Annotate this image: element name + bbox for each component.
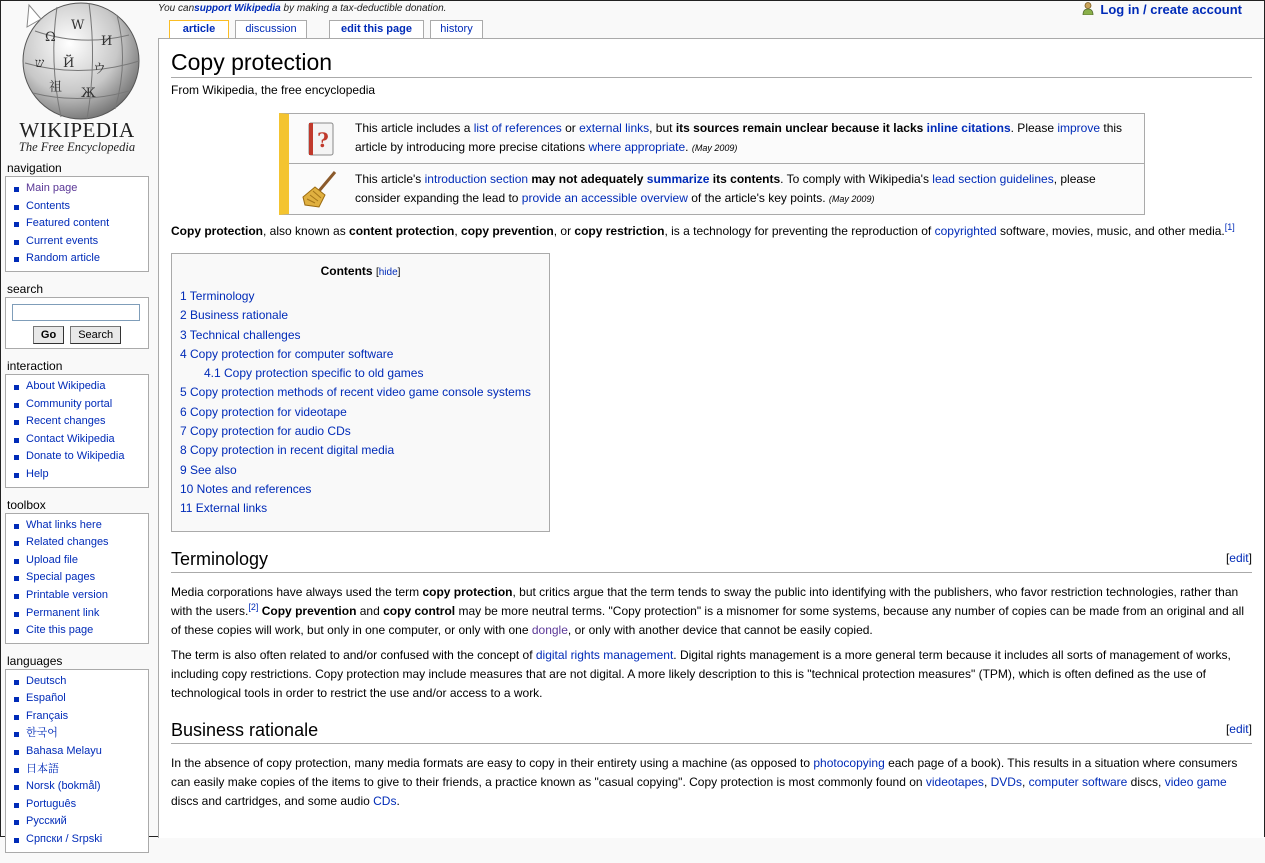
support-wikipedia-link[interactable]: support Wikipedia xyxy=(194,3,281,14)
term-p2-text-1: The term is also often related to and/or confused with the concept of xyxy=(171,647,536,662)
sidebar-item-help[interactable]: Help xyxy=(12,466,144,484)
svg-text:Ж: Ж xyxy=(81,86,96,101)
sidebar-item-community-portal[interactable]: Community portal xyxy=(12,396,144,414)
toc-item[interactable] xyxy=(180,461,541,480)
toc-link-audio-cds[interactable]: 7 Copy protection for audio CDs xyxy=(180,424,351,439)
donate-suffix: by making a tax-deductible donation. xyxy=(280,3,447,14)
toc-link-external-links[interactable]: 11 External links xyxy=(180,501,268,516)
toc-item[interactable] xyxy=(180,345,541,364)
toc-item[interactable] xyxy=(180,403,541,422)
bus-p1-text-1: In the absence of copy protection, many media formats are easy to copy in their entirety using a machine (as opposed to xyxy=(171,755,814,770)
toc-hide-toggle[interactable]: [hide] xyxy=(375,267,401,278)
accessible-overview-link[interactable]: provide an accessible overview xyxy=(521,190,688,205)
dvds-link[interactable]: DVDs xyxy=(990,774,1022,789)
edit-link[interactable]: edit xyxy=(1229,721,1249,736)
user-icon xyxy=(1082,2,1094,15)
svg-text:?: ? xyxy=(317,127,329,152)
term-p1-bold-3: copy control xyxy=(383,603,456,618)
sidebar-item-lang-norsk[interactable]: Norsk (bokmål) xyxy=(12,778,144,796)
digital-rights-management-link[interactable]: digital rights management xyxy=(535,647,674,662)
search-portlet xyxy=(1,282,151,349)
svg-text:W: W xyxy=(71,18,85,33)
svg-text:ש: ש xyxy=(35,56,45,71)
toc-link-terminology[interactable]: 1 Terminology xyxy=(180,289,255,303)
navigation-heading: navigation xyxy=(7,161,62,175)
wikipedia-logo[interactable] xyxy=(5,1,149,157)
sidebar-item-random-article[interactable]: Random article xyxy=(12,250,144,268)
tab-discussion[interactable]: discussion xyxy=(235,20,307,38)
sidebar-item-related-changes[interactable]: Related changes xyxy=(12,534,144,552)
sidebar-item-special-pages[interactable]: Special pages xyxy=(12,569,144,587)
broom-icon xyxy=(301,169,341,209)
toolbox-heading: toolbox xyxy=(7,497,46,512)
refimprove-notice xyxy=(289,114,1144,163)
toc-hide-link[interactable]: hide xyxy=(378,267,398,278)
introduction-section-link[interactable]: introduction section xyxy=(424,171,529,186)
toc-link-console-systems[interactable]: 5 Copy protection methods of recent video game console systems xyxy=(180,385,531,400)
intro-text-3: , or xyxy=(553,224,575,238)
ambox2-text-3: . To comply with Wikipedia's xyxy=(780,171,933,186)
section-heading-terminology xyxy=(171,548,1252,573)
tab-history[interactable]: history xyxy=(430,20,483,38)
external-links-link[interactable]: external links xyxy=(579,121,650,135)
ambox1-text-5: this article by introducing more precise citations xyxy=(355,121,1123,154)
business-paragraph-1 xyxy=(171,754,1252,811)
site-subtitle: From Wikipedia, the free encyclopedia xyxy=(171,83,376,97)
ambox1-text-3: , but xyxy=(649,121,676,135)
term-p1-text-6: , or only with another device that cannot be easily copied. xyxy=(567,622,873,637)
svg-text:И: И xyxy=(101,34,113,49)
lead-too-short-notice xyxy=(289,163,1144,214)
dongle-link[interactable]: dongle xyxy=(531,622,568,637)
ambox2-text-4: , please consider expanding the lead to xyxy=(355,171,1096,205)
intro-text-1: , also known as xyxy=(263,224,350,238)
inline-citations-link[interactable]: inline citations xyxy=(926,121,1011,135)
navigation-portlet xyxy=(1,161,151,272)
sidebar-item-current-events[interactable]: Current events xyxy=(12,233,144,251)
toc-link-digital-media[interactable]: 8 Copy protection in recent digital media xyxy=(180,443,395,458)
languages-portlet xyxy=(1,654,151,853)
article-content xyxy=(158,38,1264,838)
sidebar-item-recent-changes[interactable]: Recent changes xyxy=(12,413,144,431)
toc-item[interactable] xyxy=(180,383,541,402)
languages-heading: languages xyxy=(7,653,63,668)
videotapes-link[interactable]: videotapes xyxy=(925,774,984,789)
toc-item[interactable] xyxy=(180,499,541,518)
cds-link[interactable]: CDs xyxy=(373,793,397,808)
intro-text-5: software, movies, music, and other media. xyxy=(996,224,1225,238)
video-game-link[interactable]: video game xyxy=(1164,774,1227,789)
sidebar-item-printable-version[interactable]: Printable version xyxy=(12,587,144,605)
ambox1-text-2: or xyxy=(561,121,580,135)
sidebar-item-donate[interactable]: Donate to Wikipedia xyxy=(12,448,144,466)
sidebar-item-lang-korean[interactable]: 한국어 xyxy=(12,725,144,743)
term-p1-text-5: may be more neutral terms. "Copy protection" is a misnomer for some systems, because any number of copies can be made from an original and all of these copies will work, but only in one computer, or only with one xyxy=(171,603,1245,637)
sidebar-item-main-page[interactable]: Main page xyxy=(12,180,144,198)
ambox1-text-4: . Please xyxy=(1010,121,1058,135)
term-p2-text-2: . Digital rights management is a more general term because it includes all sorts of management of works, including copy restrictions. Copy protection may include measures that are not digital. A more likely description to this is "technical protection measures" (TPM), which is often defined as the use of technological tools in order to restrict the use and/or access to a work. xyxy=(171,647,1231,700)
toc-link-old-games[interactable]: 4.1 Copy protection specific to old games xyxy=(204,366,424,381)
ambox1-text-6: . xyxy=(685,140,692,154)
search-button[interactable]: Search xyxy=(70,326,121,344)
search-heading: search xyxy=(7,281,44,296)
sidebar-item-lang-japanese[interactable]: 日本語 xyxy=(12,761,144,779)
search-input[interactable] xyxy=(12,304,140,321)
svg-text:祖: 祖 xyxy=(49,80,63,95)
edit-section-business-rationale[interactable]: [edit] xyxy=(1225,721,1252,736)
terminology-paragraph-1 xyxy=(171,583,1252,640)
toc-item[interactable] xyxy=(180,480,541,499)
lead-section-guidelines-link[interactable]: lead section guidelines xyxy=(932,171,1054,186)
article-message-boxes xyxy=(279,113,1145,215)
toc-link-computer-software[interactable]: 4 Copy protection for computer software xyxy=(180,346,394,361)
ambox1-date: (May 2009) xyxy=(691,143,738,153)
sidebar-item-lang-espanol[interactable]: Español xyxy=(12,690,144,708)
table-of-contents xyxy=(171,253,550,532)
toc-title-text: Contents xyxy=(320,264,373,278)
summarize-link[interactable]: summarize xyxy=(646,171,710,186)
sidebar-item-cite-this-page[interactable]: Cite this page xyxy=(12,622,144,640)
bus-p1-text-2: each page of a book). This results in a situation where consumers can easily make copies of the items to give to their friends, a practice known as "casual copying". Copy protection is most commonly found on xyxy=(171,755,1238,789)
section-heading-business-rationale xyxy=(171,719,1252,744)
reference-1-link[interactable]: [1] xyxy=(1224,222,1235,232)
edit-link[interactable]: edit xyxy=(1229,550,1249,565)
computer-software-link[interactable]: computer software xyxy=(1028,774,1128,789)
interaction-heading: interaction xyxy=(7,358,63,373)
ambox2-bold-1: may not adequately xyxy=(531,171,647,186)
photocopying-link[interactable]: photocopying xyxy=(813,755,885,770)
toc-item[interactable] xyxy=(180,364,541,383)
toc-link-technical-challenges[interactable]: 3 Technical challenges xyxy=(180,327,301,342)
ambox1-text-1: This article includes a xyxy=(355,121,474,135)
svg-text:Ω: Ω xyxy=(45,30,56,45)
term-p1-text-1: Media corporations have always used the term xyxy=(171,584,423,599)
donation-notice xyxy=(158,3,446,14)
bus-p1-text-6: discs and cartridges, and some audio xyxy=(171,793,374,808)
bus-p1-text-4: , xyxy=(1021,774,1029,789)
copyrighted-link[interactable]: copyrighted xyxy=(934,224,997,238)
bus-p1-text-3: , xyxy=(983,774,991,789)
intro-text-2: , xyxy=(454,224,462,238)
edit-section-terminology[interactable]: [edit] xyxy=(1225,550,1252,565)
sidebar-item-lang-malay[interactable]: Bahasa Melayu xyxy=(12,743,144,761)
term-p1-text-2: , but critics argue that the term tends to sway the public into identifying with the publishers, who favor restriction technologies, rather than with the users. xyxy=(171,584,1239,618)
sidebar xyxy=(1,161,151,863)
sidebar-item-upload-file[interactable]: Upload file xyxy=(12,552,144,570)
toolbox-portlet xyxy=(1,498,151,644)
toc-link-notes-references[interactable]: 10 Notes and references xyxy=(180,481,312,496)
where-appropriate-link[interactable]: where appropriate xyxy=(588,140,686,154)
ambox2-text-5: of the article's key points. xyxy=(687,190,829,205)
list-of-references-link[interactable]: list of references xyxy=(473,121,562,135)
sidebar-item-permanent-link[interactable]: Permanent link xyxy=(12,605,144,623)
intro-text-4: , is a technology for preventing the reproduction of xyxy=(664,224,935,238)
term-p1-bold-2: Copy prevention xyxy=(261,603,357,618)
terminology-heading-text: Terminology xyxy=(171,548,269,569)
sidebar-item-about-wikipedia[interactable]: About Wikipedia xyxy=(12,378,144,396)
page-title: Copy protection xyxy=(171,47,1252,78)
toc-link-see-also[interactable]: 9 See also xyxy=(180,462,237,477)
intro-bold-1: Copy protection xyxy=(171,224,263,238)
sidebar-item-lang-francais[interactable]: Français xyxy=(12,708,144,726)
business-heading-text: Business rationale xyxy=(171,719,319,740)
question-book-icon xyxy=(306,122,336,156)
svg-text:Й: Й xyxy=(63,56,75,71)
bus-p1-text-5: discs, xyxy=(1127,774,1165,789)
toc-item[interactable] xyxy=(180,422,541,441)
toc-item[interactable] xyxy=(180,326,541,345)
intro-paragraph xyxy=(171,222,1252,241)
svg-text:ウ: ウ xyxy=(93,62,107,77)
ambox2-text-1: This article's xyxy=(355,171,425,186)
sidebar-item-contents[interactable]: Contents xyxy=(12,198,144,216)
tab-edit-this-page[interactable]: edit this page xyxy=(329,20,424,38)
toc-title xyxy=(180,264,541,278)
toc-link-business-rationale[interactable]: 2 Business rationale xyxy=(180,308,289,323)
ambox1-bold: its sources remain unclear because it lacks xyxy=(675,121,927,135)
donate-prefix: You can xyxy=(158,3,195,14)
logo-wordmark: WIKIPEDIA xyxy=(19,118,135,142)
puzzle-globe-icon xyxy=(5,1,149,121)
logo-tagline: The Free Encyclopedia xyxy=(18,140,136,154)
intro-bold-3: copy prevention xyxy=(461,224,554,238)
toc-item[interactable] xyxy=(180,287,541,306)
sidebar-item-lang-serbian[interactable]: Српски / Srpski xyxy=(12,831,144,849)
bus-p1-text-7: . xyxy=(396,793,400,808)
toc-item[interactable] xyxy=(180,441,541,460)
terminology-paragraph-2 xyxy=(171,646,1252,703)
intro-bold-4: copy restriction xyxy=(574,224,665,238)
sidebar-item-featured-content[interactable]: Featured content xyxy=(12,215,144,233)
term-p1-text-4: and xyxy=(356,603,384,618)
sidebar-item-lang-russian[interactable]: Русский xyxy=(12,813,144,831)
toc-link-videotape[interactable]: 6 Copy protection for videotape xyxy=(180,404,347,419)
term-p1-bold-1: copy protection xyxy=(422,584,513,599)
interaction-portlet xyxy=(1,359,151,488)
tab-article[interactable]: article xyxy=(169,20,229,39)
sidebar-item-what-links-here[interactable]: What links here xyxy=(12,517,144,535)
personal-tools xyxy=(1082,2,1242,17)
sidebar-item-lang-portugues[interactable]: Português xyxy=(12,796,144,814)
improve-link[interactable]: improve xyxy=(1057,121,1101,135)
go-button[interactable]: Go xyxy=(33,326,64,344)
toc-item[interactable] xyxy=(180,306,541,325)
login-link[interactable]: Log in / create account xyxy=(1100,2,1242,17)
ambox2-date: (May 2009) xyxy=(828,193,875,204)
intro-bold-2: content protection xyxy=(349,224,455,238)
ambox2-bold-2: its contents xyxy=(709,171,781,186)
sidebar-item-contact-wikipedia[interactable]: Contact Wikipedia xyxy=(12,431,144,449)
reference-2-link[interactable]: [2] xyxy=(248,601,259,612)
sidebar-item-lang-deutsch[interactable]: Deutsch xyxy=(12,673,144,691)
